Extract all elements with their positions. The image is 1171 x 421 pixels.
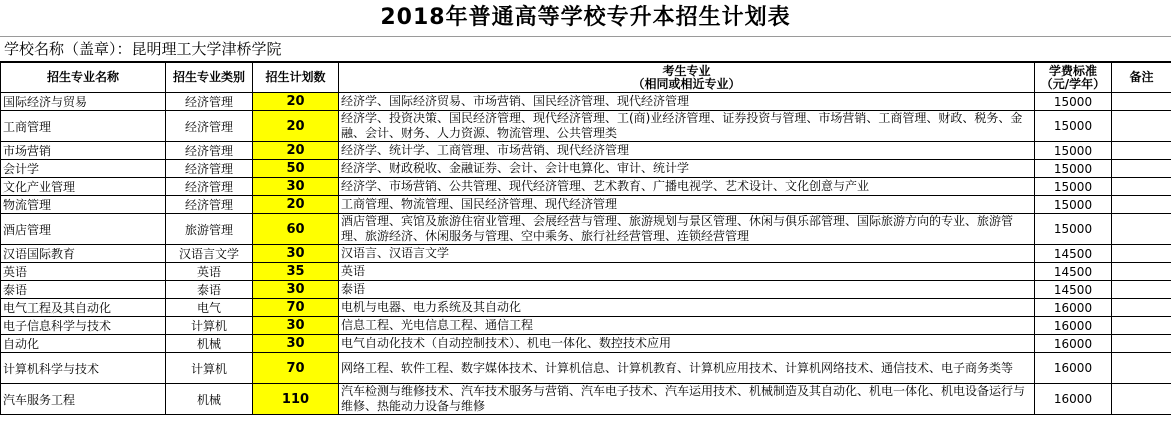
cell-note [1112, 142, 1171, 160]
table-row [1, 263, 1171, 281]
cell-plan-count: 110 [253, 384, 339, 415]
cell-major-category: 经济管理 [166, 196, 253, 214]
cell-plan-count: 60 [253, 214, 339, 245]
cell-major-name: 英语 [1, 263, 166, 281]
school-name-line: 学校名称（盖章）：昆明理工大学津桥学院 [0, 37, 1171, 62]
cell-related-majors: 电气自动化技术（自动控制技术）、机电一体化、数控技术应用 [339, 335, 1035, 353]
table-row [1, 384, 1171, 415]
cell-major-name: 电子信息科学与技术 [1, 317, 166, 335]
cell-major-name: 工商管理 [1, 111, 166, 142]
cell-note [1112, 353, 1171, 384]
header-related-line1: 考生专业 [662, 63, 711, 78]
cell-related-majors: 网络工程、软件工程、数字媒体技术、计算机信息、计算机教育、计算机应用技术、计算机网络技术、通信技术、电子商务类等 [339, 353, 1035, 384]
page-title: 2018年普通高等学校专升本招生计划表 [0, 0, 1171, 37]
cell-major-name: 国际经济与贸易 [1, 93, 166, 111]
cell-major-category: 英语 [166, 263, 253, 281]
cell-note [1112, 214, 1171, 245]
cell-major-name: 电气工程及其自动化 [1, 299, 166, 317]
cell-plan-count: 20 [253, 111, 339, 142]
cell-related-majors: 经济学、统计学、工商管理、市场营销、现代经济管理 [339, 142, 1035, 160]
cell-note [1112, 93, 1171, 111]
cell-note [1112, 245, 1171, 263]
cell-tuition-fee: 15000 [1035, 160, 1112, 178]
header-fee [1035, 63, 1112, 93]
cell-note [1112, 196, 1171, 214]
cell-related-majors: 经济学、市场营销、公共管理、现代经济管理、艺术教育、广播电视学、艺术设计、文化创意与产业 [339, 178, 1035, 196]
table-body [1, 93, 1171, 415]
table-row [1, 196, 1171, 214]
header-fee-line1: 学费标准 [1048, 63, 1097, 78]
cell-note [1112, 281, 1171, 299]
table-row [1, 281, 1171, 299]
table-row [1, 335, 1171, 353]
table-row [1, 214, 1171, 245]
table-row [1, 317, 1171, 335]
cell-plan-count: 30 [253, 245, 339, 263]
cell-plan-count: 35 [253, 263, 339, 281]
cell-tuition-fee: 15000 [1035, 178, 1112, 196]
cell-major-category: 经济管理 [166, 160, 253, 178]
cell-major-category: 计算机 [166, 317, 253, 335]
cell-tuition-fee: 15000 [1035, 196, 1112, 214]
header-related-majors [339, 63, 1035, 93]
cell-tuition-fee: 14500 [1035, 263, 1112, 281]
cell-plan-count: 30 [253, 317, 339, 335]
cell-plan-count: 70 [253, 353, 339, 384]
cell-major-category: 机械 [166, 335, 253, 353]
cell-major-name: 酒店管理 [1, 214, 166, 245]
cell-tuition-fee: 16000 [1035, 384, 1112, 415]
table-row [1, 299, 1171, 317]
cell-note [1112, 111, 1171, 142]
header-plan: 招生计划数 [253, 63, 339, 93]
cell-major-name: 泰语 [1, 281, 166, 299]
table-row [1, 142, 1171, 160]
cell-major-name: 自动化 [1, 335, 166, 353]
header-major: 招生专业名称 [1, 63, 166, 93]
cell-related-majors: 英语 [339, 263, 1035, 281]
table-row [1, 160, 1171, 178]
cell-tuition-fee: 15000 [1035, 142, 1112, 160]
cell-note [1112, 317, 1171, 335]
cell-tuition-fee: 14500 [1035, 281, 1112, 299]
cell-major-category: 泰语 [166, 281, 253, 299]
cell-plan-count: 30 [253, 335, 339, 353]
cell-major-category: 旅游管理 [166, 214, 253, 245]
table-row [1, 245, 1171, 263]
header-category: 招生专业类别 [166, 63, 253, 93]
cell-related-majors: 经济学、财政税收、金融证券、会计、会计电算化、审计、统计学 [339, 160, 1035, 178]
cell-major-category: 经济管理 [166, 111, 253, 142]
cell-major-name: 物流管理 [1, 196, 166, 214]
header-note: 备注 [1112, 63, 1171, 93]
table-row [1, 93, 1171, 111]
cell-note [1112, 384, 1171, 415]
cell-major-category: 汉语言文学 [166, 245, 253, 263]
cell-plan-count: 30 [253, 178, 339, 196]
cell-related-majors: 电机与电器、电力系统及其自动化 [339, 299, 1035, 317]
cell-plan-count: 20 [253, 196, 339, 214]
cell-note [1112, 299, 1171, 317]
cell-plan-count: 50 [253, 160, 339, 178]
cell-tuition-fee: 15000 [1035, 214, 1112, 245]
cell-related-majors: 信息工程、光电信息工程、通信工程 [339, 317, 1035, 335]
table-row [1, 178, 1171, 196]
cell-related-majors: 汉语言、汉语言文学 [339, 245, 1035, 263]
table-row [1, 353, 1171, 384]
cell-related-majors: 泰语 [339, 281, 1035, 299]
cell-related-majors: 经济学、投资决策、国民经济管理、现代经济管理、工(商)业经济管理、证券投资与管理、市场营销、工商管理、财政、税务、金融、会计、财务、人力资源、物流管理、公共管理类 [339, 111, 1035, 142]
cell-major-category: 电气 [166, 299, 253, 317]
cell-major-name: 会计学 [1, 160, 166, 178]
cell-related-majors: 经济学、国际经济贸易、市场营销、国民经济管理、现代经济管理 [339, 93, 1035, 111]
header-related-line2: （相同或相近专业） [632, 76, 741, 91]
cell-plan-count: 20 [253, 142, 339, 160]
cell-major-category: 经济管理 [166, 178, 253, 196]
cell-note [1112, 160, 1171, 178]
cell-related-majors: 汽车检测与维修技术、汽车技术服务与营销、汽车电子技术、汽车运用技术、机械制造及其自动化、机电一体化、机电设备运行与维修、热能动力设备与维修 [339, 384, 1035, 415]
cell-plan-count: 30 [253, 281, 339, 299]
cell-major-category: 计算机 [166, 353, 253, 384]
enrollment-plan-table [0, 62, 1171, 415]
cell-major-category: 经济管理 [166, 142, 253, 160]
cell-tuition-fee: 14500 [1035, 245, 1112, 263]
cell-major-category: 机械 [166, 384, 253, 415]
table-row [1, 111, 1171, 142]
cell-major-name: 市场营销 [1, 142, 166, 160]
cell-related-majors: 工商管理、物流管理、国民经济管理、现代经济管理 [339, 196, 1035, 214]
cell-major-category: 经济管理 [166, 93, 253, 111]
cell-major-name: 文化产业管理 [1, 178, 166, 196]
header-fee-line2: （元/学年） [1040, 76, 1106, 91]
header-row [1, 63, 1171, 93]
cell-major-name: 汉语国际教育 [1, 245, 166, 263]
cell-note [1112, 335, 1171, 353]
cell-tuition-fee: 16000 [1035, 353, 1112, 384]
cell-tuition-fee: 16000 [1035, 299, 1112, 317]
cell-tuition-fee: 16000 [1035, 317, 1112, 335]
cell-note [1112, 263, 1171, 281]
cell-tuition-fee: 15000 [1035, 111, 1112, 142]
cell-tuition-fee: 15000 [1035, 93, 1112, 111]
cell-plan-count: 70 [253, 299, 339, 317]
cell-note [1112, 178, 1171, 196]
cell-tuition-fee: 16000 [1035, 335, 1112, 353]
cell-major-name: 计算机科学与技术 [1, 353, 166, 384]
cell-plan-count: 20 [253, 93, 339, 111]
cell-major-name: 汽车服务工程 [1, 384, 166, 415]
cell-related-majors: 酒店管理、宾馆及旅游住宿业管理、会展经营与管理、旅游规划与景区管理、休闲与俱乐部管理、国际旅游方向的专业、旅游管理、旅游经济、休闲服务与管理、空中乘务、旅行社经营管理、连锁经营管理 [339, 214, 1035, 245]
